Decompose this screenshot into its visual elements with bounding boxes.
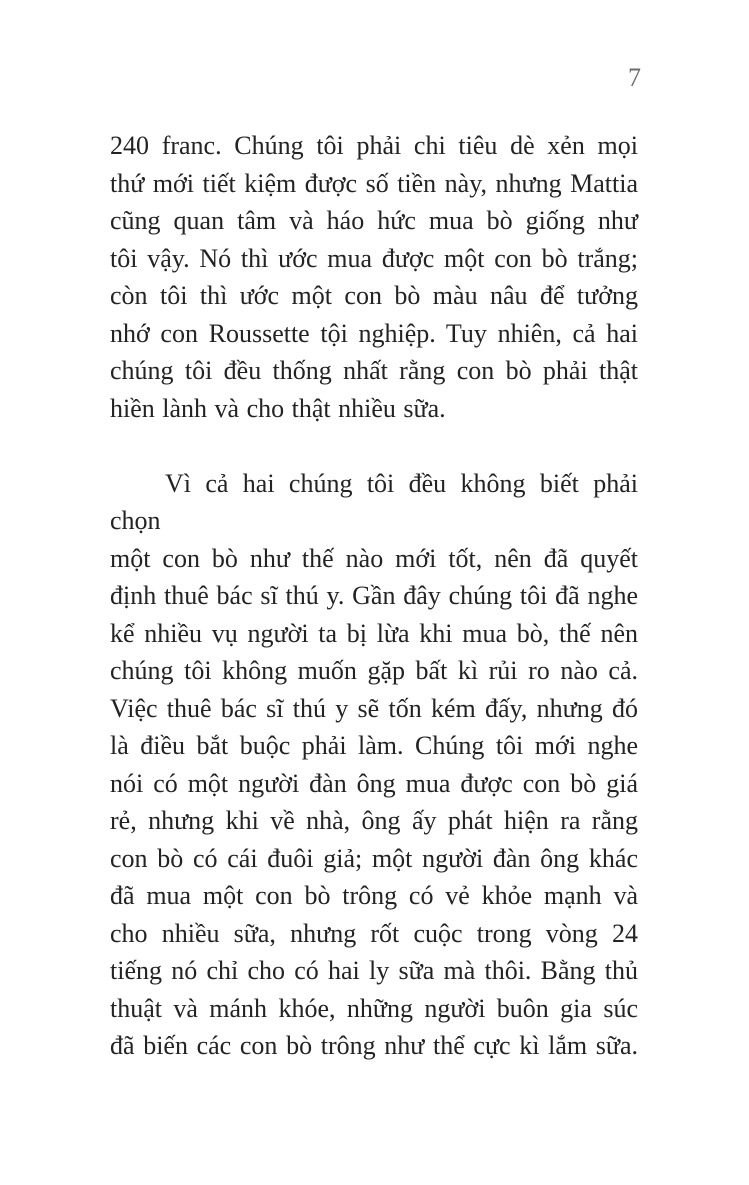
- text-line: thuật và mánh khóe, những người buôn gia súc: [110, 993, 638, 1023]
- page-number: 7: [628, 63, 641, 92]
- text-line: kể nhiều vụ người ta bị lừa khi mua bò, thế nên: [110, 618, 638, 648]
- text-line: chúng tôi không muốn gặp bất kì rủi ro nào cả.: [110, 656, 638, 685]
- text-line: rẻ, nhưng khi về nhà, ông ấy phát hiện ra rằng: [110, 806, 638, 835]
- text-line: 240 franc. Chúng tôi phải chi tiêu dè xẻn mọi: [110, 131, 638, 160]
- text-line: hiền lành và cho thật nhiều sữa.: [110, 393, 446, 423]
- text-line: đã biến các con bò trông như thể cực kì lắm sữa.: [110, 1031, 638, 1060]
- text-line: tôi vậy. Nó thì ước mua được một con bò trắng;: [110, 243, 638, 273]
- text-line: con bò có cái đuôi giả; một người đàn ông khác: [110, 843, 638, 873]
- text-line: chúng tôi đều thống nhất rằng con bò phải thật: [110, 356, 638, 385]
- text-line: nhớ con Roussette tội nghiệp. Tuy nhiên, cả hai: [110, 318, 638, 348]
- body-text: [110, 127, 638, 1102]
- text-line: cũng quan tâm và háo hức mua bò giống như: [110, 206, 638, 235]
- text-line: Việc thuê bác sĩ thú y sẽ tốn kém đấy, nhưng đó: [110, 693, 638, 723]
- paragraph: [110, 127, 638, 427]
- text-line: cho nhiều sữa, nhưng rốt cuộc trong vòng 24: [110, 918, 638, 948]
- text-line: một con bò như thế nào mới tốt, nên đã quyết: [110, 543, 638, 573]
- text-line: Vì cả hai chúng tôi đều không biết phải chọn: [110, 468, 638, 535]
- text-line: đã mua một con bò trông có vẻ khỏe mạnh và: [110, 881, 638, 910]
- text-line: thứ mới tiết kiệm được số tiền này, nhưng Mattia: [110, 168, 638, 198]
- text-line: nói có một người đàn ông mua được con bò giá: [110, 768, 638, 798]
- text-line: định thuê bác sĩ thú y. Gần đây chúng tôi đã nghe: [110, 581, 638, 610]
- paragraph: [110, 465, 638, 1065]
- text-line: là điều bắt buộc phải làm. Chúng tôi mới nghe: [110, 731, 638, 760]
- text-line: tiếng nó chỉ cho có hai ly sữa mà thôi. Bằng thủ: [110, 956, 638, 985]
- text-line: còn tôi thì ước một con bò màu nâu để tưởng: [110, 281, 638, 310]
